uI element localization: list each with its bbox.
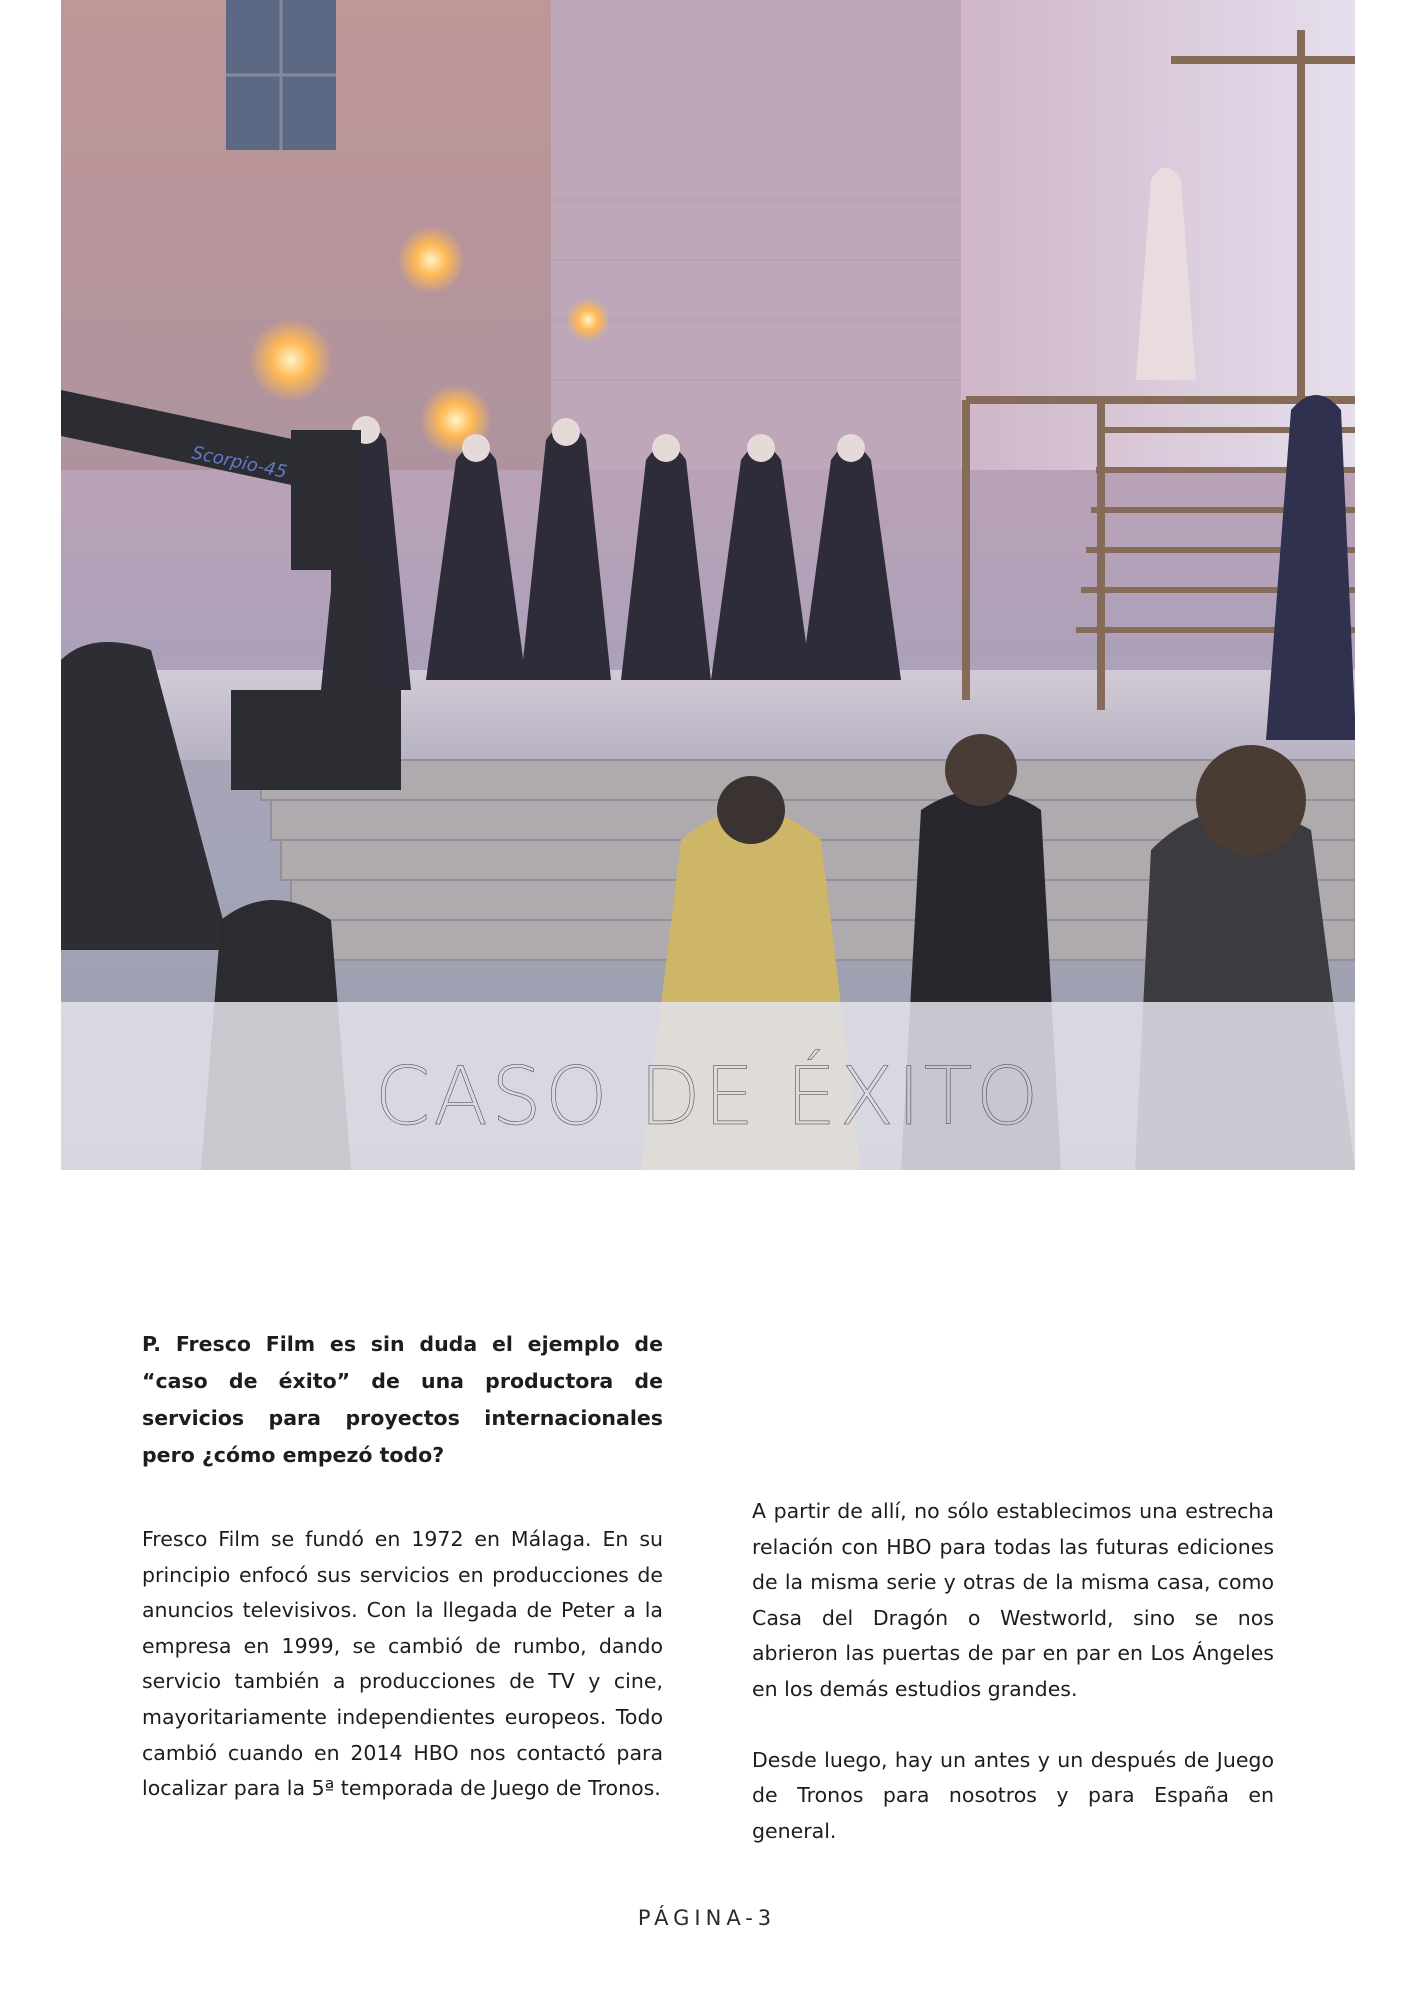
- body-paragraph: A partir de allí, no sólo establecimos una estrecha relación con HBO para todas las futuras ediciones de la misma serie y otras de la misma casa, como Casa del Dragón o Westworld, sino se nos abrieron las puertas de par en par en Los Ángeles en los demás estudios grandes.: [752, 1499, 1274, 1701]
- left-column: [142, 1326, 663, 1807]
- body-paragraph: Desde luego, hay un antes y un después de Juego de Tronos para nosotros y para España en general.: [752, 1747, 1274, 1843]
- page-number: PÁGINA-3: [637, 1906, 777, 1930]
- lead-paragraph: P. Fresco Film es sin duda el ejemplo de “caso de éxito” de una productora de servicios para proyectos internacionales pero ¿cómo empezó todo?: [142, 1332, 663, 1467]
- hero-photo: [61, 0, 1355, 1170]
- body-paragraph: Fresco Film se fundó en 1972 en Málaga. En su principio enfocó sus servicios en producciones de anuncios televisivos. Con la llegada de Peter a la empresa en 1999, se cambió de rumbo, dando servicio también a producciones de TV y cine, mayoritariamente independientes europeos. Todo cambió cuando en 2014 HBO nos contactó para localizar para la 5ª temporada de Juego de Tronos.: [142, 1527, 663, 1801]
- right-column: [752, 1494, 1274, 1849]
- title-band: [61, 1002, 1355, 1170]
- camera-crane-label: Scorpio-45: [189, 442, 289, 483]
- page-title: CASO DE ÉXITO: [374, 1049, 1042, 1143]
- film-set-scene: [61, 0, 1355, 1170]
